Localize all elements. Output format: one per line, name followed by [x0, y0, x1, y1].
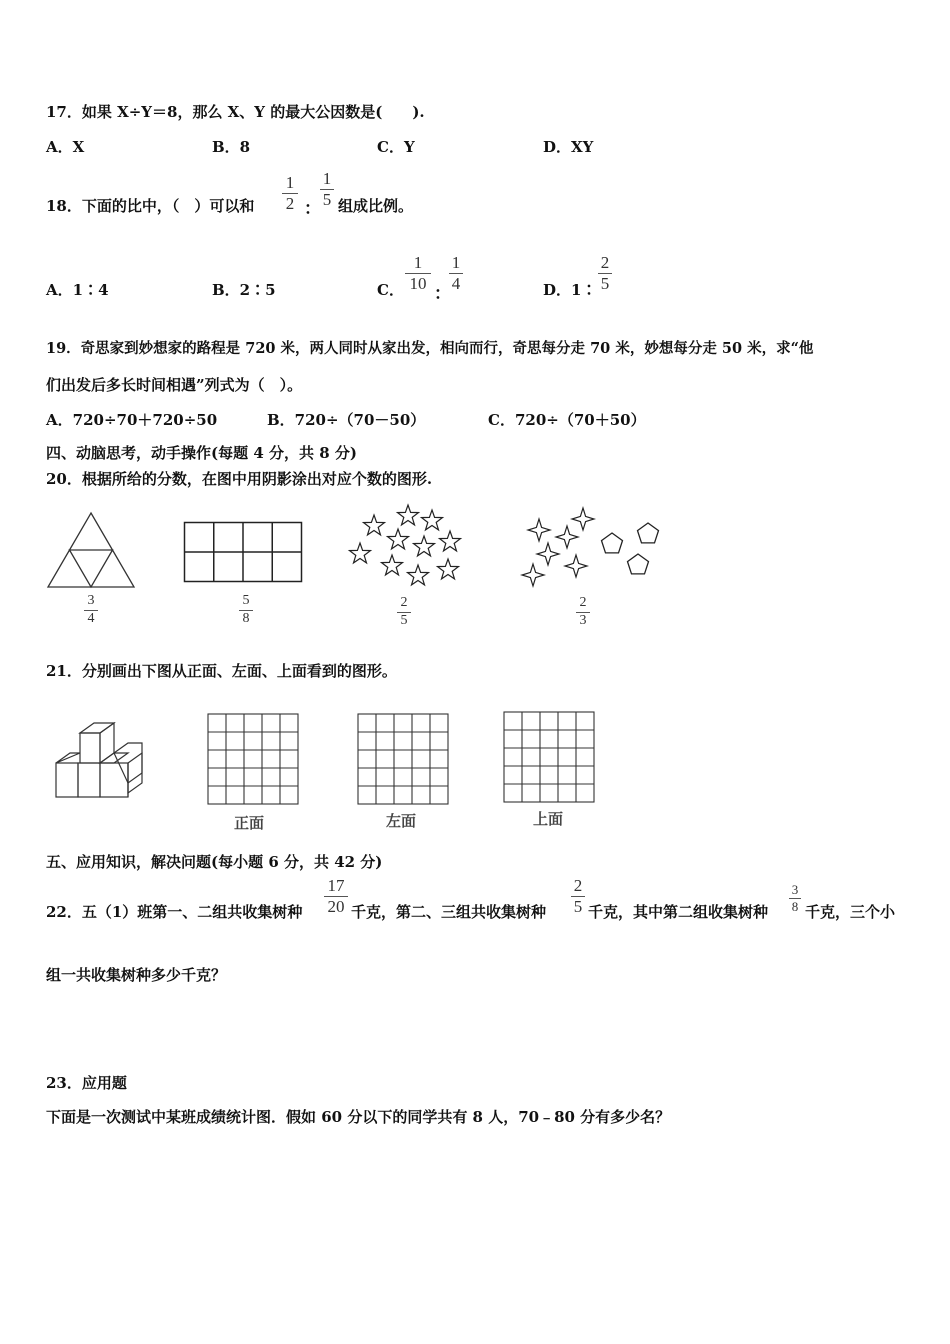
fraction-denominator: 2: [285, 193, 295, 213]
q19-option-c: C．720÷（70＋50）: [488, 411, 646, 429]
cube-stack-figure: [50, 719, 148, 801]
fraction-denominator: 20: [327, 896, 345, 916]
q18-option-c-fraction-1: [405, 254, 431, 293]
q20-caption-4: [576, 596, 590, 628]
stars-and-pentagons-figure[interactable]: [517, 503, 667, 593]
q20-caption-2: [239, 594, 253, 626]
pentagon-icon: [602, 533, 623, 553]
section-5-heading: 五、应用知识，解决问题(每小题 6 分，共 42 分): [46, 853, 383, 871]
four-point-star-icon: [537, 543, 559, 565]
q22-text-part2: 千克，第二、三组共收集树种: [351, 903, 547, 921]
fraction-denominator: 5: [322, 189, 332, 209]
q17-option-d: D．XY: [543, 138, 594, 156]
q17-option-b: B．8: [212, 138, 251, 156]
q22-text-part4: 千克，三个小: [805, 903, 896, 921]
four-point-star-icon: [556, 526, 578, 548]
four-point-star-icon: [572, 508, 594, 530]
star-icon: [440, 531, 461, 551]
q17-stem: 17．如果 X÷Y＝8，那么 X、Y 的最大公因数是( ).: [46, 103, 425, 121]
stars-figure[interactable]: [345, 500, 465, 595]
q18-fraction-b: [320, 170, 334, 209]
q20-caption-3: [397, 596, 411, 628]
fraction-numerator: 3: [87, 593, 95, 608]
star-icon: [364, 515, 385, 535]
q18-option-b: B．2∶5: [212, 281, 276, 299]
star-icon: [438, 559, 459, 579]
fraction-numerator: 17: [327, 876, 345, 895]
fraction-denominator: 8: [791, 898, 799, 914]
fraction-denominator: 3: [579, 612, 587, 628]
q17-option-a: A．X: [46, 138, 85, 156]
four-point-star-icon: [522, 564, 544, 586]
star-icon: [350, 543, 371, 563]
fraction-numerator: 1: [451, 253, 461, 272]
fraction-denominator: 4: [451, 273, 461, 293]
q18-option-c-colon: ：: [434, 284, 451, 304]
q19-option-b: B．720÷（70－50）: [267, 411, 426, 429]
q22-fraction-3: [789, 883, 801, 913]
q18-stem-before: 18．下面的比中，（ ）可以和: [46, 197, 255, 215]
left-view-grid[interactable]: [357, 713, 449, 805]
fraction-numerator: 2: [600, 253, 610, 272]
section-4-heading: 四、动脑思考，动手操作(每题 4 分，共 8 分): [46, 444, 357, 462]
q18-option-d: D．1∶: [543, 281, 597, 299]
q22-fraction-1: [324, 877, 348, 916]
triangle-figure[interactable]: [46, 510, 136, 590]
q22-fraction-2: [571, 877, 585, 916]
q18-stem-after: 组成比例。: [338, 197, 414, 215]
top-view-label: 上面: [533, 812, 564, 828]
fraction-numerator: 2: [573, 876, 583, 895]
q19-option-a: A．720÷70＋720÷50: [46, 411, 218, 429]
fraction-numerator: 1: [413, 253, 423, 272]
q23-title: 23．应用题: [46, 1074, 127, 1092]
star-icon: [408, 565, 429, 585]
fraction-denominator: 5: [600, 273, 610, 293]
fraction-numerator: 2: [400, 595, 408, 610]
q18-option-d-fraction: [598, 254, 612, 293]
four-point-star-icon: [528, 519, 550, 541]
left-view-label: 左面: [386, 814, 417, 830]
fraction-denominator: 5: [400, 612, 408, 628]
fraction-numerator: 1: [322, 169, 332, 188]
fraction-denominator: 8: [242, 610, 250, 626]
q17-option-c: C．Y: [377, 138, 415, 156]
q20-caption-1: [84, 594, 98, 626]
q18-option-c: C．: [377, 281, 404, 299]
pentagon-icon: [628, 554, 649, 574]
q20-stem: 20．根据所给的分数，在图中用阴影涂出对应个数的图形.: [46, 470, 433, 488]
star-icon: [398, 505, 419, 525]
fraction-numerator: 1: [285, 173, 295, 192]
fraction-numerator: 3: [791, 882, 799, 897]
q18-option-a: A．1∶4: [46, 281, 109, 299]
q22-text-part1: 22．五（1）班第一、二组共收集树种: [46, 903, 303, 921]
q21-stem: 21．分别画出下图从正面、左面、上面看到的图形。: [46, 662, 397, 680]
fraction-denominator: 5: [573, 896, 583, 916]
star-icon: [422, 510, 443, 530]
pentagon-icon: [638, 523, 659, 543]
q23-text: 下面是一次测试中某班成绩统计图．假如 60 分以下的同学共有 8 人，70﹣80 分有多少名？: [46, 1108, 671, 1126]
q18-ratio-colon: ：: [304, 199, 321, 219]
fraction-denominator: 4: [87, 610, 95, 626]
q19-stem-line2: 们出发后多长时间相遇”列式为（ ）。: [46, 376, 303, 394]
front-view-grid[interactable]: [207, 713, 299, 805]
q22-text-line2: 组一共收集树种多少千克？: [46, 966, 227, 984]
star-icon: [382, 555, 403, 575]
q18-option-c-fraction-2: [449, 254, 463, 293]
four-point-star-icon: [565, 555, 587, 577]
front-view-label: 正面: [234, 816, 265, 832]
star-icon: [414, 536, 435, 556]
fraction-numerator: 2: [579, 595, 587, 610]
top-view-grid[interactable]: [503, 711, 595, 803]
star-icon: [388, 529, 409, 549]
fraction-numerator: 5: [242, 593, 250, 608]
q22-text-part3: 千克，其中第二组收集树种: [588, 903, 769, 921]
q18-fraction-a: [282, 174, 298, 213]
rectangle-grid-figure[interactable]: [183, 521, 303, 583]
fraction-denominator: 10: [409, 273, 427, 293]
q19-stem-line1: 19．奇思家到妙想家的路程是 720 米，两人同时从家出发，相向而行，奇思每分走 70 米，妙想每分走 50 米，求“他: [46, 340, 814, 357]
